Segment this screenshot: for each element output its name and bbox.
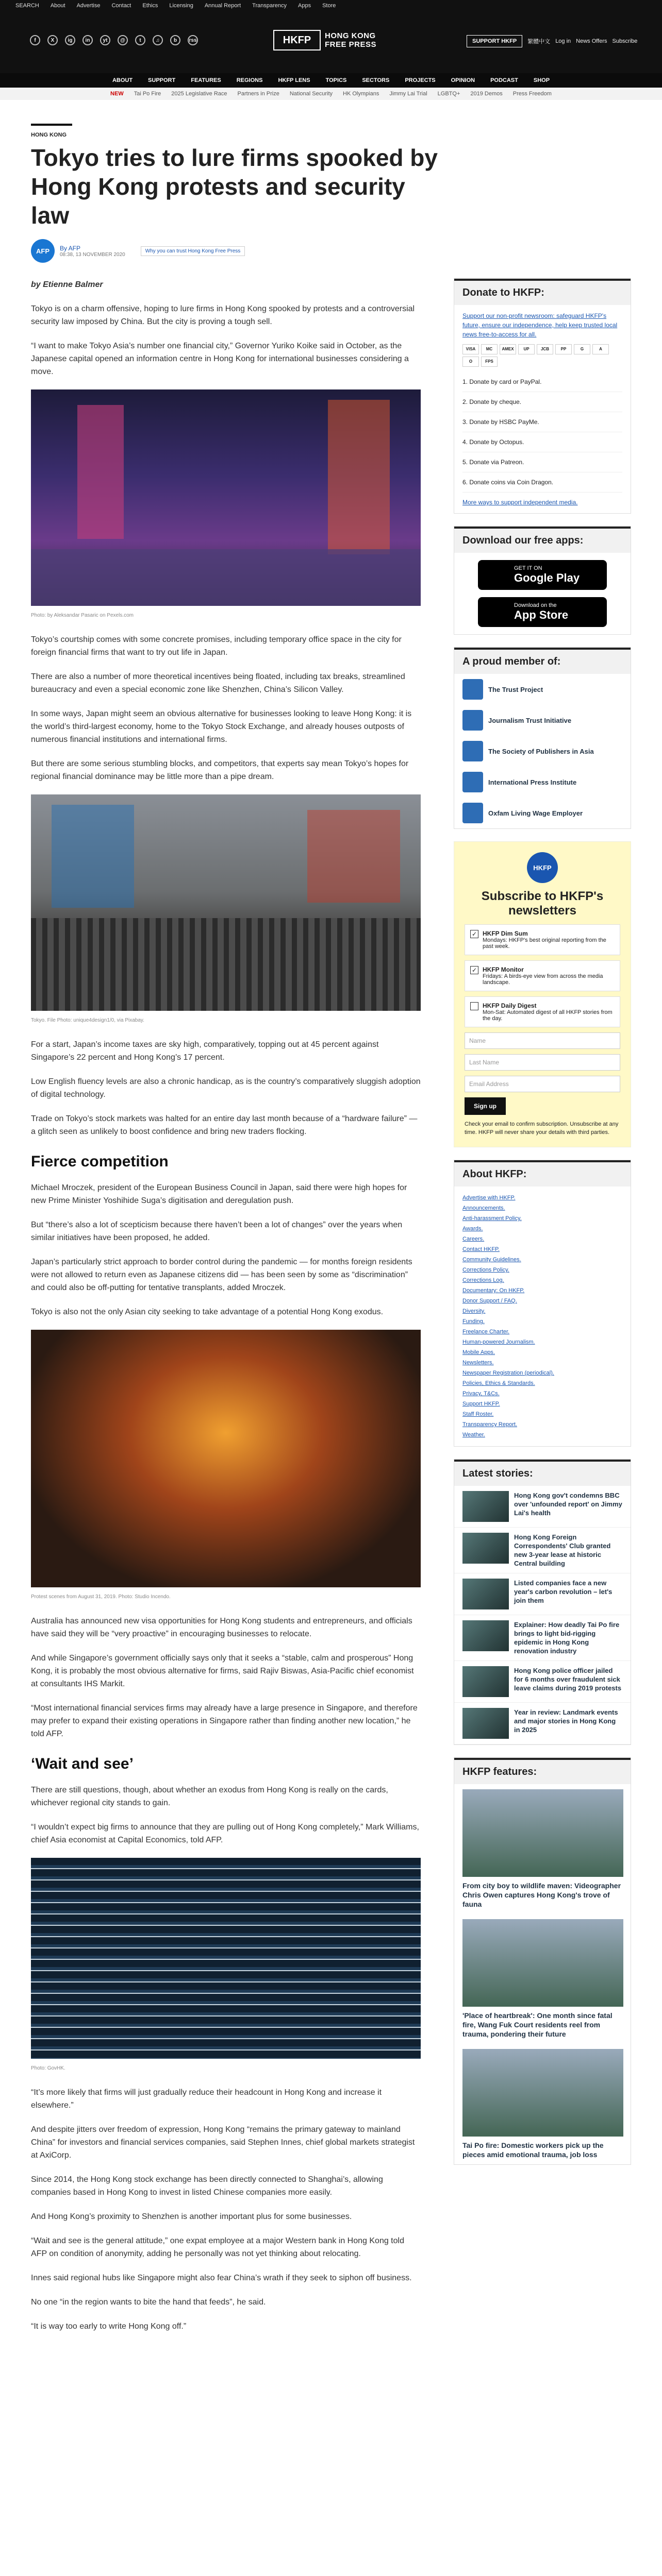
about-link[interactable]: Newsletters. (462, 1360, 494, 1366)
about-link[interactable]: Community Guidelines. (462, 1257, 521, 1263)
google-play-line1: GET IT ON (514, 565, 542, 571)
member-name: The Society of Publishers in Asia (488, 747, 594, 755)
member-logo (462, 741, 483, 761)
social-icon[interactable]: @ (118, 35, 128, 45)
author-avatar: AFP (31, 239, 55, 263)
payment-cards (462, 344, 622, 367)
trending-label: NEW (110, 91, 124, 97)
paragraph: In some ways, Japan might seem an obvious alternative for businesses looking to leave Hong Kong: it is the world’s third-largest economy, home to the Tokyo Stock Exchange, and already houses outposts of numerous financial institutions and international firms. (31, 709, 412, 744)
story-thumbnail (462, 1708, 509, 1739)
payment-card-icon: PP (555, 344, 572, 354)
protest-fire-photo (31, 1330, 421, 1587)
newsletter-option[interactable] (465, 924, 620, 955)
member-org[interactable] (454, 767, 631, 798)
about-link[interactable]: Support HKFP. (462, 1401, 500, 1407)
newsletter-option[interactable] (465, 996, 620, 1027)
member-name: International Press Institute (488, 778, 577, 786)
member-logo (462, 803, 483, 823)
tokyo-crossing-photo (31, 794, 421, 1011)
donate-option[interactable]: 5. Donate via Patreon. (462, 452, 622, 472)
trending-link[interactable]: 2019 Demos (470, 91, 503, 97)
latest-story[interactable] (454, 1486, 631, 1528)
trending-bar (0, 88, 662, 100)
trending-link[interactable]: Partners in Prize (237, 91, 279, 97)
article-category[interactable]: HONG KONG (31, 132, 67, 138)
nav-item[interactable]: SUPPORT (148, 77, 176, 83)
about-link[interactable]: Documentary: On HKFP. (462, 1287, 525, 1294)
latest-story[interactable] (454, 1528, 631, 1573)
member-name: Journalism Trust Initiative (488, 716, 572, 724)
donate-option[interactable]: 2. Donate by cheque. (462, 392, 622, 412)
paragraph: “It’s more likely that firms will just gradually reduce their headcount in Hong Kong and increase it elsewhere.” (31, 2088, 382, 2110)
topbar-link[interactable]: Store (322, 3, 336, 9)
apps-heading: Download our free apps: (454, 527, 631, 553)
paragraph: Japan’s particularly strict approach to border control during the pandemic — for months foreign residents were not allowed to return even as Japanese citizens did — has been seen by some as “discrimination” and could also be off-putting for tentative transplants, added Mroczek. (31, 1258, 412, 1292)
google-play-badge[interactable] (478, 560, 607, 590)
social-icon[interactable]: in (82, 35, 93, 45)
nav-item[interactable]: FEATURES (191, 77, 221, 83)
about-link[interactable]: Corrections Policy. (462, 1267, 509, 1273)
about-link[interactable]: Funding. (462, 1318, 485, 1325)
members-heading: A proud member of: (454, 648, 631, 674)
newsletter-desc: Mon-Sat: Automated digest of all HKFP stories from the day. (483, 1009, 613, 1022)
member-org[interactable] (454, 705, 631, 736)
features-box (454, 1757, 631, 2165)
story-thumbnail (462, 1666, 509, 1697)
nav-item[interactable]: OPINION (451, 77, 475, 83)
about-link[interactable]: Diversity. (462, 1308, 486, 1314)
about-heading: About HKFP: (454, 1160, 631, 1187)
story-title[interactable]: Explainer: How deadly Tai Po fire brings to light bid-rigging epidemic in Hong Kong renovation industry (514, 1621, 620, 1655)
logo-box: HKFP (273, 30, 321, 50)
newsletter-text (483, 966, 615, 986)
paragraph: “Wait and see is the general attitude,” one expat employee at a major Western bank in Hong Kong told AFP on condition of anonymity, adding he personally was not yet thinking about relocating. (31, 2236, 404, 2258)
payment-card-icon: VISA (462, 344, 479, 354)
newsletter-text (483, 930, 615, 950)
donate-option[interactable]: 1. Donate by card or PayPal. (462, 372, 622, 392)
logo-line1: HONG KONG (325, 31, 376, 40)
brand-header (0, 11, 662, 73)
photo-caption: Tokyo. File Photo: unique4design1/0, via Pixabay. (31, 1018, 144, 1023)
checkbox[interactable]: ✓ (470, 966, 478, 974)
about-link[interactable]: Awards. (462, 1226, 483, 1232)
article-header (31, 124, 631, 263)
photo-caption: Protest scenes from August 31, 2019. Photo: Studio Incendo. (31, 1594, 171, 1600)
paragraph: And despite jitters over freedom of expression, Hong Kong “remains the primary gateway to mainland China” for investors and financial services companies, said Stephen Innes, chief global markets strategist at AxiCorp. (31, 2125, 415, 2160)
feature-image (462, 1789, 623, 1877)
about-link[interactable]: Weather. (462, 1432, 485, 1438)
payment-card-icon: JCB (537, 344, 553, 354)
email-field[interactable]: Email Address (465, 1076, 620, 1092)
about-link[interactable]: Anti-harassment Policy. (462, 1215, 522, 1222)
app-store-line1: Download on the (514, 602, 557, 608)
latest-heading: Latest stories: (454, 1460, 631, 1486)
member-logo (462, 772, 483, 792)
nav-item[interactable]: SHOP (533, 77, 550, 83)
about-link[interactable]: Mobile Apps. (462, 1349, 495, 1355)
latest-story[interactable] (454, 1703, 631, 1744)
paragraph: “I wouldn’t expect big firms to announce that they are pulling out of Hong Kong completely,” Mark Williams, chief Asia economist at Capital Economics, told AFP. (31, 1823, 419, 1844)
paragraph: Michael Mroczek, president of the European Business Council in Japan, said there were high hopes for new Prime Minister Yoshihide Suga’s digitisation and deregulation push. (31, 1183, 407, 1205)
top-utility-bar (0, 0, 662, 11)
social-icon[interactable]: t (135, 35, 145, 45)
sign-up-button[interactable]: Sign up (465, 1097, 506, 1115)
newsletter-name: HKFP Daily Digest (483, 1002, 537, 1009)
paragraph: There are still questions, though, about whether an exodus from Hong Kong is really on the cards, whichever regional city stands to gain. (31, 1786, 388, 1807)
feature-title[interactable]: Tai Po fire: Domestic workers pick up the pieces amid emotional trauma, job loss (462, 2141, 604, 2159)
name-field[interactable]: Name (465, 1032, 620, 1049)
newsletter-note: Check your email to confirm subscription. Unsubscribe at any time. HKFP will never share your details with third parties. (465, 1121, 619, 1136)
paragraph: Innes said regional hubs like Singapore might also fear China’s wrath if they seek to siphon off business. (31, 2274, 412, 2282)
nav-item[interactable]: PROJECTS (405, 77, 436, 83)
support-button[interactable]: SUPPORT HKFP (467, 35, 522, 47)
nav-item[interactable]: TOPICS (325, 77, 347, 83)
member-org[interactable] (454, 798, 631, 828)
language-link[interactable]: 繁體中文 (527, 39, 551, 45)
trending-link[interactable]: HK Olympians (343, 91, 379, 97)
trending-link[interactable]: Jimmy Lai Trial (389, 91, 427, 97)
section-heading: ‘Wait and see’ (31, 1755, 134, 1772)
topbar-link[interactable]: Advertise (76, 3, 101, 9)
article-writer: by Etienne Balmer (31, 280, 103, 289)
donate-heading: Donate to HKFP: (454, 279, 631, 305)
paragraph: Tokyo is also not the only Asian city seeking to take advantage of a potential Hong Kong exodus. (31, 1308, 384, 1316)
app-store-line2: App Store (514, 608, 569, 621)
subscribe-link[interactable]: Subscribe (612, 38, 638, 44)
paragraph: Australia has announced new visa opportunities for Hong Kong students and entrepreneurs, and officials have said they will be “very proactive” in encouraging businesses to relocate. (31, 1617, 412, 1638)
topbar-link[interactable]: SEARCH (15, 3, 39, 9)
features-heading: HKFP features: (454, 1758, 631, 1784)
member-name: The Trust Project (488, 685, 543, 693)
trending-link[interactable]: 2025 Legislative Race (171, 91, 227, 97)
section-heading: Fierce competition (31, 1153, 169, 1170)
last-name-field[interactable]: Last Name (465, 1054, 620, 1071)
nav-item[interactable]: HKFP LENS (278, 77, 310, 83)
about-link[interactable]: Contact HKFP. (462, 1246, 500, 1252)
tokyo-night-photo (31, 389, 421, 606)
paragraph: There are also a number of more theoretical incentives being floated, including tax breaks, streamlined bureaucracy and even a special economic zone like Shenzhen, China’s Silicon Valley. (31, 672, 405, 694)
newsletter-box (454, 841, 631, 1147)
about-link[interactable]: Newspaper Registration (periodical). (462, 1370, 554, 1376)
article-body (31, 278, 421, 2344)
topbar-link[interactable]: Contact (111, 3, 131, 9)
payment-card-icon: UP (518, 344, 535, 354)
topbar-link[interactable]: Apps (298, 3, 311, 9)
trending-link[interactable]: LGBTQ+ (437, 91, 460, 97)
member-logo (462, 679, 483, 700)
payment-card-icon: FPS (481, 357, 498, 367)
newsletter-name: HKFP Monitor (483, 966, 524, 973)
trending-link[interactable]: Press Freedom (512, 91, 552, 97)
paragraph: But there are some serious stumbling blocks, and competitors, that experts say mean Tokyo’s hopes for regional financial dominance may be little more than a pipe dream. (31, 759, 409, 781)
payment-card-icon: A (592, 344, 609, 354)
donate-intro-link[interactable]: Support our non-profit newsroom: safeguard HKFP's future, ensure our independence, help keep trusted local news free-to-access for all. (462, 312, 618, 338)
paragraph: Since 2014, the Hong Kong stock exchange has been directly connected to Shanghai’s, allowing companies based in Hong Kong to invest in listed Chinese companies more easily. (31, 2175, 383, 2197)
newsletter-option[interactable] (465, 960, 620, 991)
header-actions (467, 35, 637, 47)
about-link[interactable]: Donor Support / FAQ. (462, 1298, 517, 1304)
story-title[interactable]: Year in review: Landmark events and major stories in Hong Kong in 2025 (514, 1708, 618, 1734)
publish-date: 08:38, 13 NOVEMBER 2020 (60, 251, 125, 258)
paragraph: Tokyo is on a charm offensive, hoping to lure firms in Hong Kong spooked by protests and a controversial security law imposed by China. But the city is proving a tough sell. (31, 304, 415, 326)
google-play-line2: Google Play (514, 571, 580, 584)
feature-title[interactable]: From city boy to wildlife maven: Videographer Chris Owen captures Hong Kong's trove of fauna (462, 1882, 621, 1908)
story-title[interactable]: Listed companies face a new year's carbon revolution – let's join them (514, 1579, 613, 1604)
about-box (454, 1160, 631, 1447)
paragraph: No one “in the region wants to bite the hand that feeds”, he said. (31, 2298, 266, 2307)
feature-story[interactable] (454, 2044, 631, 2164)
feature-image (462, 1919, 623, 2007)
article-title: Tokyo tries to lure firms spooked by Hong Kong protests and security law (31, 144, 438, 229)
social-icon[interactable]: X (47, 35, 58, 45)
nav-item[interactable]: PODCAST (490, 77, 518, 83)
social-links (30, 35, 198, 45)
paragraph: Low English fluency levels are also a chronic handicap, as is the country’s comparatively sluggish adoption of digital technology. (31, 1077, 421, 1099)
about-link[interactable]: Corrections Log. (462, 1277, 504, 1283)
apps-box (454, 526, 631, 635)
site-logo[interactable] (273, 30, 376, 50)
member-name: Oxfam Living Wage Employer (488, 809, 583, 817)
topbar-link[interactable]: Annual Report (204, 3, 241, 9)
paragraph: “I want to make Tokyo Asia’s number one financial city,” Governor Yuriko Koike said in October, as the Japanese capital opened an information centre in Hong Kong for international businesses considering a move. (31, 342, 409, 376)
logo-line2: FREE PRESS (325, 40, 377, 49)
checkbox[interactable] (470, 1002, 478, 1010)
more-ways-link[interactable]: More ways to support independent media. (462, 499, 578, 506)
donate-option[interactable]: 3. Donate by HSBC PayMe. (462, 412, 622, 432)
topbar-link[interactable]: Licensing (169, 3, 193, 9)
social-icon[interactable]: b (170, 35, 180, 45)
payment-card-icon: AMEX (500, 344, 516, 354)
about-link[interactable]: Staff Roster. (462, 1411, 494, 1417)
photo-caption: Photo: by Aleksandar Pasaric on Pexels.com (31, 613, 134, 618)
member-org[interactable] (454, 674, 631, 705)
header-rule (31, 124, 72, 126)
nav-item[interactable]: REGIONS (236, 77, 263, 83)
social-icon[interactable]: ♫ (153, 35, 163, 45)
story-title[interactable]: Hong Kong Foreign Correspondents' Club granted new 3-year lease at historic Central building (514, 1533, 611, 1567)
about-link[interactable]: Announcements. (462, 1205, 505, 1211)
story-title[interactable]: Hong Kong gov't condemns BBC over 'unfounded report' on Jimmy Lai's health (514, 1492, 622, 1517)
story-thumbnail (462, 1533, 509, 1564)
donate-option[interactable]: 6. Donate coins via Coin Dragon. (462, 472, 622, 493)
paragraph: And while Singapore’s government officially says only that it seeks a “stable, calm and prosperous” Hong Kong, it is probably the most obvious alternative for firms, said Rajiv Biswas, Asia-Pacific chief economist at consultants IHS Markit. (31, 1654, 414, 1688)
trending-link[interactable]: National Security (289, 91, 333, 97)
latest-story[interactable] (454, 1573, 631, 1615)
main-navigation (0, 73, 662, 88)
social-icon[interactable]: rss (188, 35, 198, 45)
photo-caption: Photo: GovHK. (31, 2065, 65, 2071)
feature-story[interactable] (454, 1914, 631, 2044)
topbar-link[interactable]: Ethics (142, 3, 158, 9)
newsletter-text (483, 1002, 615, 1022)
latest-box (454, 1459, 631, 1745)
trust-link[interactable]: Why you can trust Hong Kong Free Press (141, 246, 245, 256)
paragraph: But “there’s also a lot of scepticism because there haven’t been a lot of changes” over the years when similar initiatives have been proposed, he added. (31, 1221, 403, 1242)
member-logo (462, 710, 483, 731)
topbar-link[interactable]: Transparency (252, 3, 287, 9)
newsletter-desc: Fridays: A birds-eye view from across the media landscape. (483, 973, 603, 986)
newsletter-desc: Mondays: HKFP's best original reporting from the past week. (483, 937, 606, 950)
paragraph: “Most international financial services firms may already have a large presence in Singapore, and therefore may prefer to expand their existing operations in Singapore rather than finding another new location,” he told AFP. (31, 1704, 418, 1738)
paragraph: And Hong Kong’s proximity to Shenzhen is another important plus for some businesses. (31, 2212, 352, 2221)
paragraph: Tokyo’s courtship comes with some concrete promises, including temporary office space in the city for foreign financial firms that want to try out life in Japan. (31, 635, 402, 657)
nav-item[interactable]: SECTORS (362, 77, 390, 83)
story-title[interactable]: Hong Kong police officer jailed for 6 months over fraudulent sick leave claims during 2019 protests (514, 1667, 622, 1692)
donate-box (454, 278, 631, 514)
paragraph: Trade on Tokyo’s stock markets was halted for an entire day last month because of a “hardware failure” — a glitch seen as unlikely to boost confidence and bring new traders flocking. (31, 1114, 418, 1136)
member-org[interactable] (454, 736, 631, 767)
author-name[interactable]: By AFP (60, 244, 81, 252)
latest-story[interactable] (454, 1661, 631, 1703)
story-thumbnail (462, 1620, 509, 1651)
about-link[interactable]: Human-powered Journalism. (462, 1339, 535, 1345)
newsletter-logo: HKFP (527, 852, 558, 883)
feature-image (462, 2049, 623, 2137)
social-icon[interactable]: yt (100, 35, 110, 45)
payment-card-icon: O (462, 357, 479, 367)
feature-story[interactable] (454, 1784, 631, 1914)
trending-link[interactable]: Tai Po Fire (134, 91, 161, 97)
newsletter-name: HKFP Dim Sum (483, 930, 528, 937)
sidebar (454, 278, 631, 2177)
news-offers-link[interactable]: News Offers (576, 38, 607, 44)
donate-option[interactable]: 4. Donate by Octopus. (462, 432, 622, 452)
paragraph: For a start, Japan’s income taxes are sky high, comparatively, topping out at 45 percent against Singapore’s 22 percent and Hong Kong’s 17 percent. (31, 1040, 379, 1062)
latest-story[interactable] (454, 1615, 631, 1661)
topbar-link[interactable]: About (50, 3, 65, 9)
nav-item[interactable]: ABOUT (112, 77, 133, 83)
feature-title[interactable]: 'Place of heartbreak': One month since fatal fire, Wang Fuk Court residents reel from trauma, pondering their future (462, 2011, 613, 2038)
payment-card-icon: MC (481, 344, 498, 354)
about-link[interactable]: Policies, Ethics & Standards. (462, 1380, 535, 1386)
payment-card-icon: G (574, 344, 590, 354)
about-link[interactable]: Transparency Report. (462, 1421, 517, 1428)
app-store-badge[interactable] (478, 597, 607, 627)
stock-board-photo (31, 1858, 421, 2059)
paragraph: “It is way too early to write Hong Kong off.” (31, 2322, 187, 2331)
story-thumbnail (462, 1579, 509, 1609)
members-box (454, 647, 631, 829)
story-thumbnail (462, 1491, 509, 1522)
about-link[interactable]: Privacy, T&Cs. (462, 1391, 500, 1397)
login-link[interactable]: Log in (555, 38, 571, 44)
about-link[interactable]: Advertise with HKFP. (462, 1195, 516, 1201)
byline (31, 239, 631, 263)
about-link[interactable]: Freelance Charter. (462, 1329, 510, 1335)
newsletter-title: Subscribe to HKFP's newsletters (481, 889, 604, 918)
social-icon[interactable]: ig (65, 35, 75, 45)
checkbox[interactable]: ✓ (470, 930, 478, 938)
about-link[interactable]: Careers. (462, 1236, 485, 1242)
social-icon[interactable]: f (30, 35, 40, 45)
